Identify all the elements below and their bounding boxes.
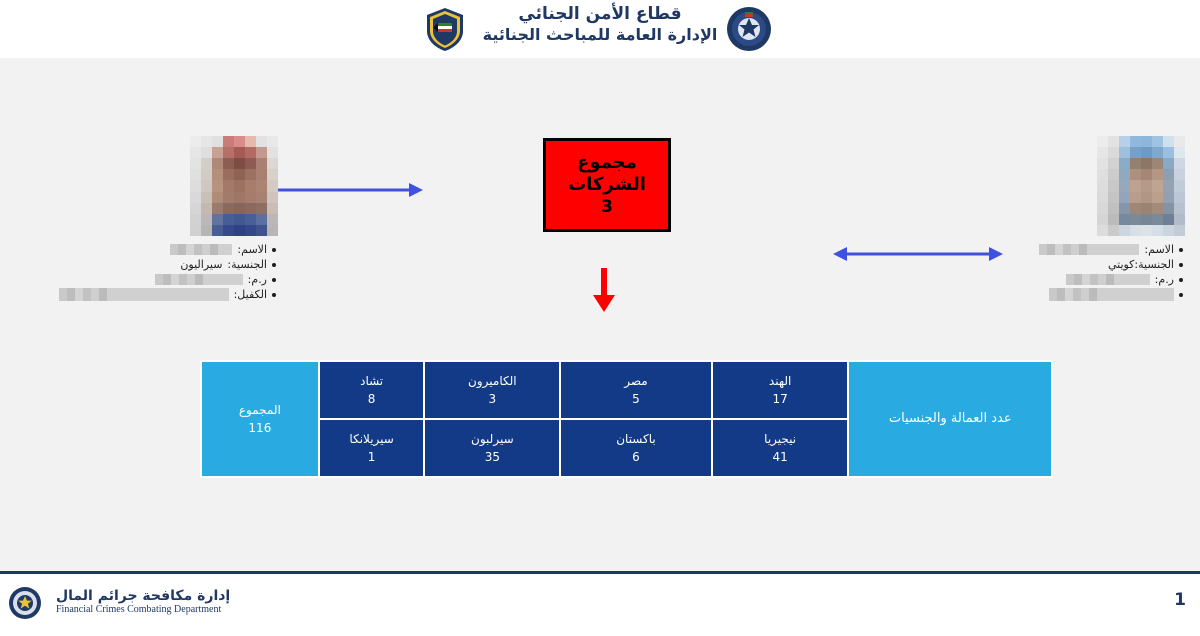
cell-label: سيرلبون: [471, 432, 514, 446]
arrow-down: [588, 268, 620, 312]
person-photo-right: [1097, 136, 1185, 236]
field-value: سيراليون: [180, 258, 223, 271]
field-label: ر.م:: [247, 273, 267, 286]
page-number: 1: [1174, 590, 1186, 610]
pixelated-photo: [190, 136, 278, 236]
field-row: [955, 287, 1185, 302]
redacted-value: [1066, 274, 1150, 285]
cell-label: تشاد: [360, 374, 384, 388]
cell-label: سيريلانكا: [349, 432, 394, 446]
footer-department: [56, 588, 230, 615]
page-header: [0, 0, 1200, 61]
redacted-value: [1039, 244, 1139, 255]
page-subtitle: الإدارة العامة للمباحث الجنائية: [482, 25, 718, 45]
cell-value: 3: [488, 392, 497, 406]
kuwait-police-emblem-icon: [421, 5, 469, 53]
footer-department-en: Financial Crimes Combating Department: [56, 604, 222, 615]
field-row: [955, 242, 1185, 257]
table-cell: [424, 361, 560, 419]
table-side-header-label: عدد العمالة والجنسيات: [888, 411, 1012, 427]
field-label: الجنسية:كويتي: [1107, 258, 1174, 271]
table-total-cell: [201, 361, 319, 477]
field-label: الاسم:: [237, 243, 267, 256]
table-cell: [560, 361, 712, 419]
person-card-right: [955, 136, 1185, 302]
field-row: [955, 257, 1185, 272]
redacted-value: [155, 274, 243, 285]
redacted-value: [170, 244, 232, 255]
header-title-block: [0, 4, 1200, 45]
cell-value: 8: [367, 392, 376, 406]
department-seal-icon: [8, 586, 42, 620]
table-cell: [712, 361, 849, 419]
page-footer: [0, 571, 1200, 636]
table-column-india-nigeria: [712, 361, 849, 477]
ministry-of-interior-emblem-icon: [725, 5, 773, 53]
person-left-fields: [48, 242, 278, 302]
redacted-value: [1049, 288, 1174, 301]
table-column-egypt-pakistan: [560, 361, 712, 477]
cell-label: نيجيريا: [764, 432, 797, 446]
bullet-icon: [1179, 278, 1183, 282]
table-column-chad-srilanka: [319, 361, 425, 477]
footer-department-ar: إدارة مكافحة جرائم المال: [56, 588, 231, 604]
cell-label: باكستان: [616, 432, 656, 446]
person-right-fields: [955, 242, 1185, 302]
bullet-icon: [272, 263, 276, 267]
bullet-icon: [272, 293, 276, 297]
bullet-icon: [1179, 248, 1183, 252]
cell-value: 6: [632, 450, 640, 464]
total-value: 116: [248, 421, 272, 435]
slide-canvas: [0, 58, 1200, 571]
field-label: الاسم:: [1144, 243, 1174, 256]
companies-total-value: 3: [601, 196, 613, 217]
cell-label: مصر: [624, 374, 648, 388]
nationalities-table: [200, 360, 1053, 478]
bullet-icon: [272, 248, 276, 252]
companies-total-box: [543, 138, 671, 232]
cell-label: الهند: [768, 374, 792, 388]
field-row: [48, 272, 278, 287]
table-cell: [560, 419, 712, 477]
field-row: [48, 287, 278, 302]
table-cell: [712, 419, 849, 477]
cell-value: 41: [772, 450, 788, 464]
bullet-icon: [1179, 263, 1183, 267]
table-column-cameroon-sierraleone: [424, 361, 560, 477]
field-label: الجنسية:: [227, 258, 267, 271]
redacted-value: [59, 288, 229, 301]
cell-value: 1: [367, 450, 376, 464]
field-row: [48, 257, 278, 272]
person-card-left: [48, 136, 278, 302]
person-photo-left: [190, 136, 278, 236]
total-label: المجموع: [238, 403, 281, 417]
bullet-icon: [1179, 293, 1183, 297]
field-label: الكفيل:: [233, 288, 267, 301]
page-title: قطاع الأمن الجنائي: [518, 4, 682, 24]
field-row: [48, 242, 278, 257]
arrow-left-double: [253, 180, 423, 200]
pixelated-photo: [1097, 136, 1185, 236]
companies-total-label: مجموع الشركات: [568, 151, 646, 196]
table-side-header: [848, 361, 1052, 477]
cell-value: 35: [484, 450, 500, 464]
cell-value: 17: [772, 392, 788, 406]
bullet-icon: [272, 278, 276, 282]
cell-label: الكاميرون: [468, 374, 517, 388]
field-row: [955, 272, 1185, 287]
table-cell: [424, 419, 560, 477]
table-cell: [319, 419, 425, 477]
field-label: ر.م:: [1154, 273, 1174, 286]
table-cell: [319, 361, 425, 419]
cell-value: 5: [632, 392, 640, 406]
